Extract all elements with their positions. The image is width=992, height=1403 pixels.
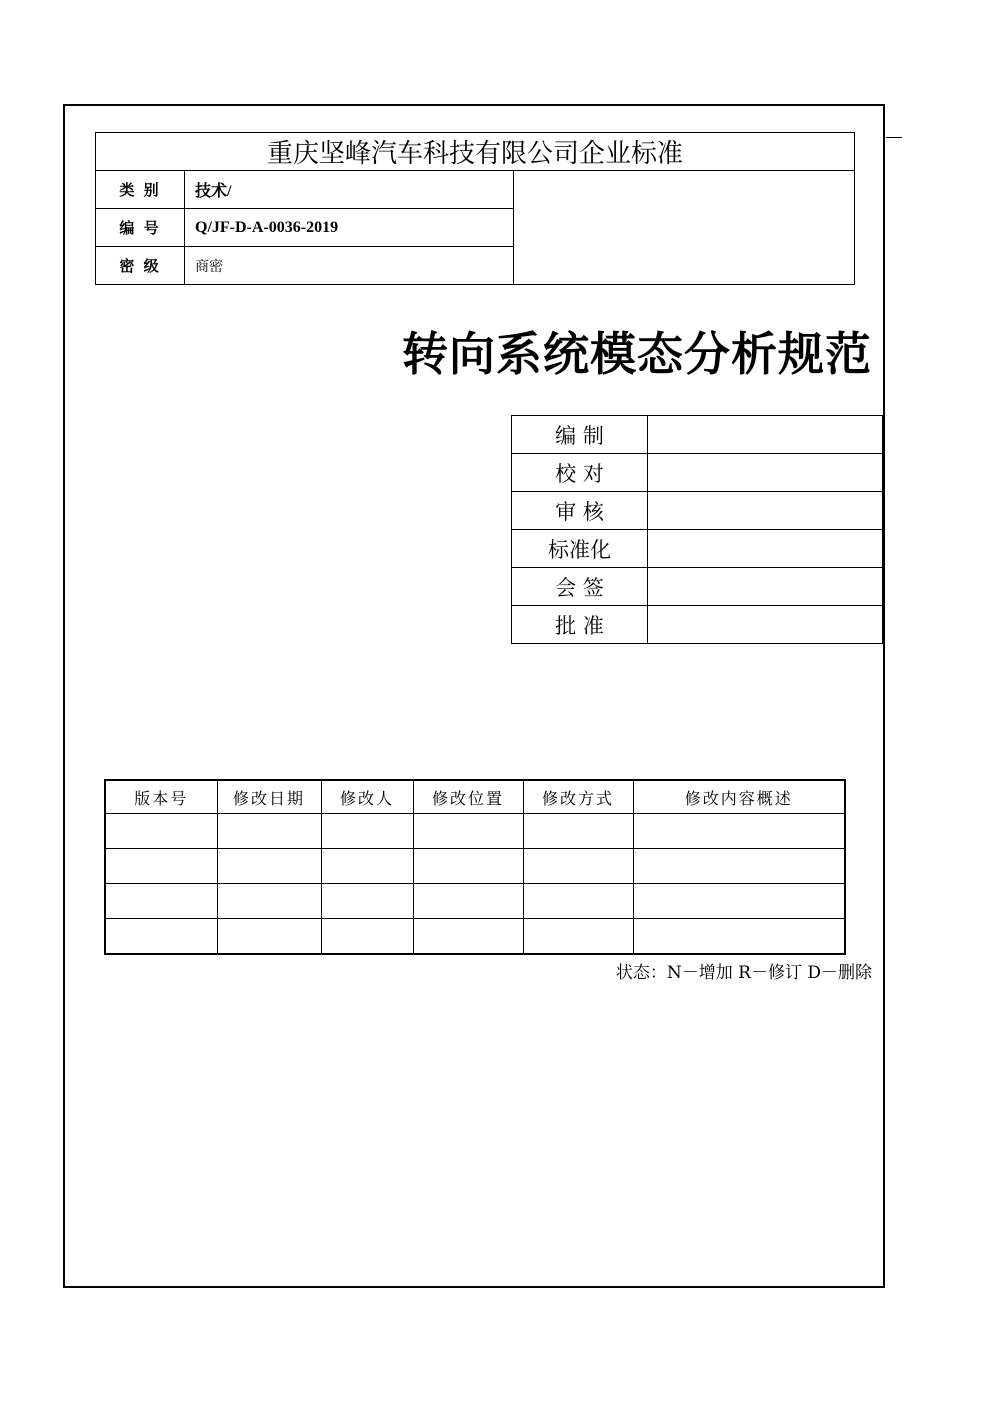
company-standard-title: 重庆坚峰汽车科技有限公司企业标准 bbox=[96, 133, 855, 171]
approval-role: 标准化 bbox=[512, 530, 648, 568]
approval-role: 批 准 bbox=[512, 606, 648, 644]
approval-role: 校 对 bbox=[512, 454, 648, 492]
logo-blank-cell bbox=[514, 171, 855, 285]
revision-column-header: 修改人 bbox=[321, 780, 413, 814]
approval-role: 会 签 bbox=[512, 568, 648, 606]
category-label: 类 别 bbox=[96, 171, 185, 209]
revision-column-header: 版本号 bbox=[105, 780, 217, 814]
revision-column-header: 修改日期 bbox=[217, 780, 321, 814]
table-row bbox=[105, 919, 845, 955]
table-row bbox=[105, 849, 845, 884]
frame-tick-mark bbox=[886, 137, 902, 138]
approval-role: 编 制 bbox=[512, 416, 648, 454]
number-label: 编 号 bbox=[96, 209, 185, 247]
status-legend: 状态：N－增加 R－修订 D－删除 bbox=[615, 963, 872, 983]
security-level-value: 商密 bbox=[185, 247, 514, 285]
document-header-table bbox=[95, 132, 855, 285]
revision-column-header: 修改内容概述 bbox=[633, 780, 845, 814]
approval-signature-cell bbox=[648, 568, 883, 606]
document-number-value: Q/JF-D-A-0036-2019 bbox=[185, 209, 514, 247]
approval-table bbox=[511, 415, 883, 644]
approval-signature-cell bbox=[648, 454, 883, 492]
approval-role: 审 核 bbox=[512, 492, 648, 530]
approval-signature-cell bbox=[648, 492, 883, 530]
approval-signature-cell bbox=[648, 416, 883, 454]
revision-column-header: 修改方式 bbox=[523, 780, 633, 814]
approval-signature-cell bbox=[648, 606, 883, 644]
table-row bbox=[105, 884, 845, 919]
approval-signature-cell bbox=[648, 530, 883, 568]
revision-column-header: 修改位置 bbox=[413, 780, 523, 814]
category-value: 技术/ bbox=[185, 171, 514, 209]
revision-history-table bbox=[104, 779, 846, 955]
table-row bbox=[105, 814, 845, 849]
revision-header-row bbox=[105, 780, 845, 814]
security-level-label: 密 级 bbox=[96, 247, 185, 285]
document-title: 转向系统模态分析规范 bbox=[402, 327, 872, 381]
